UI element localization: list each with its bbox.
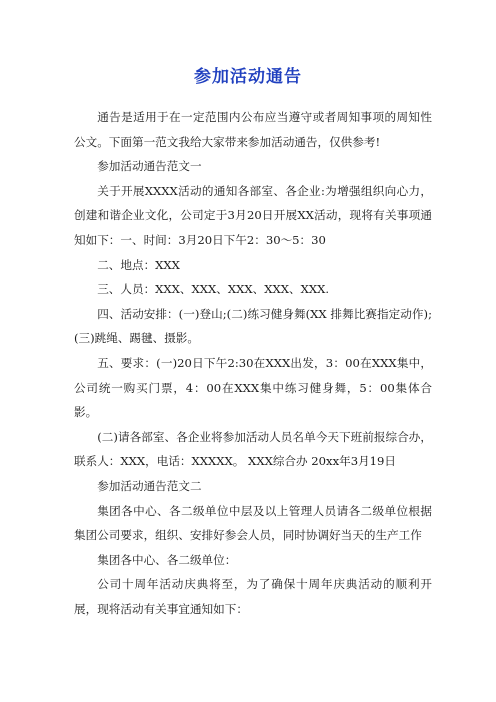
notice-paragraph-time: 关于开展XXXX活动的通知各部室、各企业:为增强组织向心力，创建和谐企业文化，公司定于3月20日开展XX活动，现将有关事项通知如下：一、时间：3月20日下午2：30～5：30 (74, 183, 432, 247)
notice-paragraph-location: 二、地点：XXX (97, 257, 180, 272)
document-body (74, 105, 432, 621)
sample2-paragraph-intro: 公司十周年活动庆典将至，为了确保十周年庆典活动的顺利开展，现将活动有关事宜通知如下： (74, 577, 432, 616)
notice-paragraph-personnel: 三、人员：XXX、XXX、XXX、XXX、XXX. (97, 282, 330, 297)
intro-paragraph: 通告是适用于在一定范围内公布应当遵守或者周知事项的周知性公文。下面第一范文我给大家带来参加活动通告，仅供参考! (74, 110, 432, 149)
notice-paragraph-contact: (二)请各部室、各企业将参加活动人员名单今天下班前报综合办，联系人：XXX，电话：XXXXX。 XXX综合办 20xx年3月19日 (74, 429, 432, 469)
section-heading-sample-2: 参加活动通告范文二 (97, 478, 202, 493)
section-heading-sample-1: 参加活动通告范文一 (97, 159, 202, 174)
sample2-paragraph-attendees: 集团各中心、各二级单位中层及以上管理人员请各二级单位根据集团公司要求，组织、安排好参会人员，同时协调好当天的生产工作 (74, 503, 432, 543)
document-title: 参加活动通告 (194, 67, 302, 87)
notice-paragraph-schedule: 四、活动安排：(一)登山;(二)练习健身舞(XX 排舞比赛指定动作);(三)跳绳、踢毽、摄影。 (74, 306, 432, 346)
sample2-paragraph-recipients: 集团各中心、各二级单位： (97, 552, 237, 567)
notice-paragraph-requirements: 五、要求：(一)20日下午2:30在XXX出发，3：00在XXX集中，公司统一购买门票，4：00在XXX集中练习健身舞，5：00集体合影。 (74, 355, 432, 420)
